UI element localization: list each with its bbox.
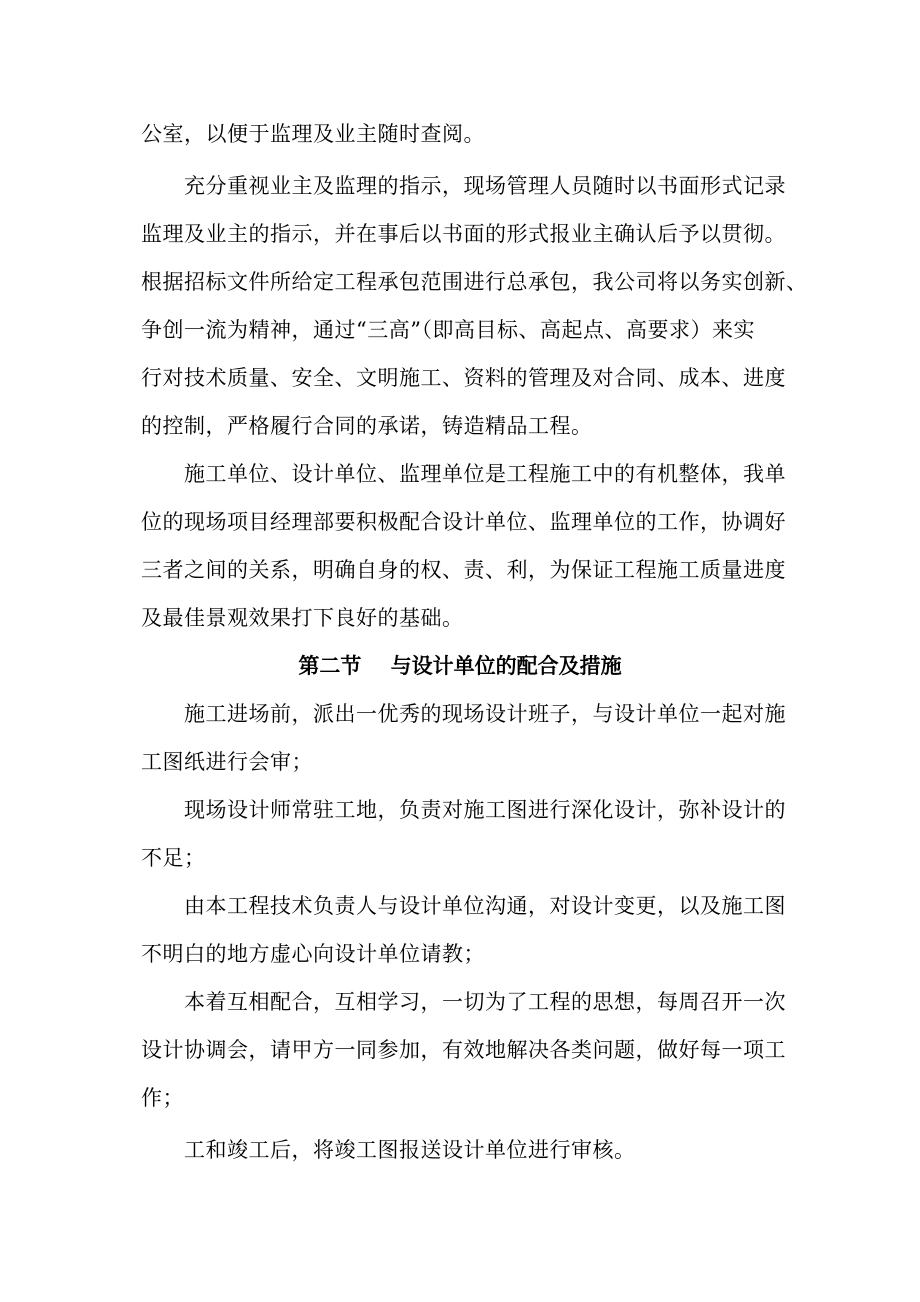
paragraph-line: 行对技术质量、安全、文明施工、资料的管理及对合同、成本、进度 bbox=[141, 366, 786, 390]
paragraph-line: 公室，以便于监理及业主随时查阅。 bbox=[141, 122, 485, 146]
paragraph-line: 不明白的地方虚心向设计单位请教； bbox=[141, 942, 485, 966]
paragraph-line: 及最佳景观效果打下良好的基础。 bbox=[141, 606, 464, 630]
paragraph-line: 争创一流为精神，通过“三高”（即高目标、高起点、高要求）来实 bbox=[141, 318, 755, 342]
paragraph-line: 现场设计师常驻工地，负责对施工图进行深化设计，弥补设计的 bbox=[184, 798, 786, 822]
paragraph-line: 监理及业主的指示，并在事后以书面的形式报业主确认后予以贯彻。 bbox=[141, 222, 786, 246]
paragraph-line: 三者之间的关系，明确自身的权、责、利，为保证工程施工质量进度 bbox=[141, 558, 786, 582]
paragraph-line: 工和竣工后，将竣工图报送设计单位进行审核。 bbox=[184, 1138, 636, 1162]
paragraph-line: 充分重视业主及监理的指示，现场管理人员随时以书面形式记录 bbox=[184, 174, 786, 198]
paragraph-line: 工图纸进行会审； bbox=[141, 750, 313, 774]
paragraph-line: 作； bbox=[141, 1086, 184, 1110]
section-heading: 第二节 与设计单位的配合及措施 bbox=[298, 653, 622, 678]
paragraph-line: 位的现场项目经理部要积极配合设计单位、监理单位的工作，协调好 bbox=[141, 510, 786, 534]
paragraph-line: 由本工程技术负责人与设计单位沟通，对设计变更，以及施工图 bbox=[184, 894, 786, 918]
paragraph-line: 本着互相配合，互相学习，一切为了工程的思想，每周召开一次 bbox=[184, 990, 786, 1014]
paragraph-line: 根据招标文件所给定工程承包范围进行总承包，我公司将以务实创新、 bbox=[141, 270, 808, 294]
paragraph-line: 施工单位、设计单位、监理单位是工程施工中的有机整体，我单 bbox=[184, 462, 786, 486]
paragraph-line: 施工进场前，派出一优秀的现场设计班子，与设计单位一起对施 bbox=[184, 702, 786, 726]
paragraph-line: 不足； bbox=[141, 846, 206, 870]
paragraph-line: 设计协调会，请甲方一同参加，有效地解决各类问题，做好每一项工 bbox=[141, 1038, 786, 1062]
paragraph-line: 的控制，严格履行合同的承诺，铸造精品工程。 bbox=[141, 414, 593, 438]
